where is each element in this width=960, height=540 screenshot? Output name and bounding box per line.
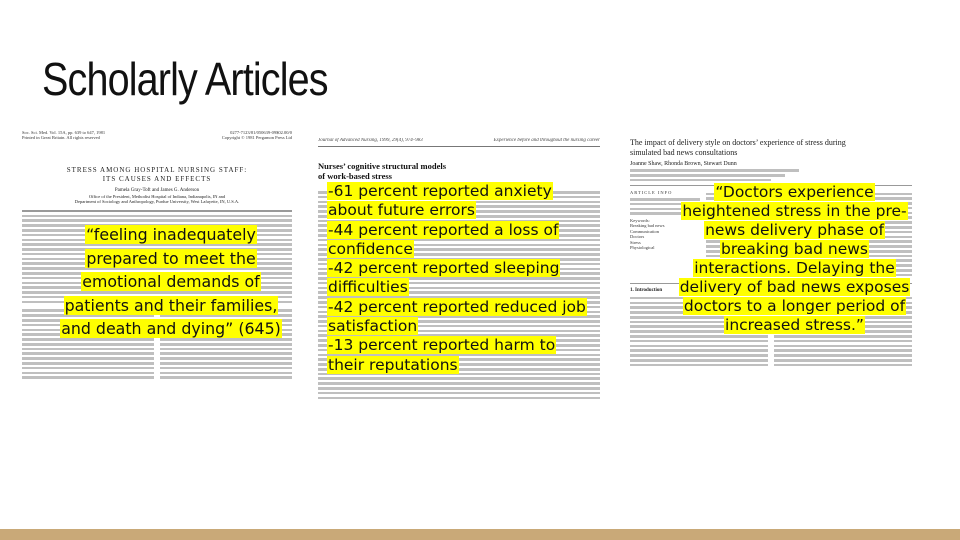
quote-text: “Doctors experience heightened stress in the pre-news delivery phase of breaking bad news interactions. Delaying the delivery of bad news exposes doctors to a longer period of increased stress.”	[679, 183, 910, 334]
highlighted-statistics-list	[327, 182, 589, 375]
statistic-item: -44 percent reported a loss of confidence	[328, 220, 559, 258]
article-authors: Pamela Gray-Toft and James G. Anderson	[114, 187, 200, 193]
statistic-item: -61 percent reported anxiety about future errors	[328, 182, 552, 220]
keyword: Breaking bad news	[630, 223, 665, 229]
article-title	[318, 161, 600, 181]
journal-header	[318, 138, 600, 147]
keywords-label: Keywords:	[630, 217, 650, 223]
keyword: Stress	[630, 239, 641, 245]
article-title-line: The impact of delivery style on doctors’ experience of stress during	[630, 138, 846, 147]
article-authors: Joanne Shaw, Rhonda Brown, Stewart Dunn	[630, 161, 737, 167]
bottom-accent-bar	[0, 529, 960, 540]
slide-title: Scholarly Articles	[42, 53, 328, 105]
article-title-line: of work-based stress	[318, 171, 392, 181]
keyword: Physiological	[630, 244, 655, 250]
running-head: Experience before and throughout the nursing career	[493, 138, 600, 143]
statistic-item: -42 percent reported reduced job satisfaction	[328, 297, 586, 336]
quote-text: “feeling inadequately prepared to meet the emotional demands of patients and their families, and death and dying” (645)	[61, 225, 281, 338]
issn: 0277-7123/81/050639-09$02.00/0	[230, 130, 292, 135]
section-heading: 1. Introduction	[630, 287, 663, 293]
keyword: Communication	[630, 228, 659, 234]
copyright: Copyright © 1981 Pergamon Press Ltd	[221, 135, 292, 141]
journal-reference: Soc. Sci. Med. Vol. 15A, pp. 639 to 647, 1981	[22, 130, 106, 135]
statistic-item: -42 percent reported sleeping difficulties	[328, 259, 560, 297]
article-info-label: ARTICLE INFO	[630, 190, 673, 196]
journal-name: Journal of Advanced Nursing, 1999, 29(4), 974–983	[318, 138, 423, 143]
highlighted-quote-doctors-stress	[672, 183, 917, 335]
article-title-line: simulated bad news consultations	[630, 148, 738, 157]
article-title-line: ITS CAUSES AND EFFECTS	[102, 174, 212, 183]
article-title	[630, 138, 912, 158]
affiliation: Office of the President, Methodist Hospital of Indiana, Indianapolis, IN and	[88, 193, 226, 199]
printed-note: Printed in Great Britain. All rights reserved	[22, 135, 100, 141]
article-title-line: STRESS AMONG HOSPITAL NURSING STAFF:	[66, 165, 248, 174]
affiliation: Department of Sociology and Anthropology, Purdue University, West Lafayette, IN, U.S.A.	[74, 198, 240, 204]
article-title	[22, 166, 292, 184]
highlighted-quote-inadequately-prepared	[52, 223, 290, 341]
article-title-line: Nurses’ cognitive structural models	[318, 161, 447, 171]
statistic-item: -13 percent reported harm to their reputations	[328, 336, 556, 374]
keyword: Doctors	[630, 234, 645, 240]
